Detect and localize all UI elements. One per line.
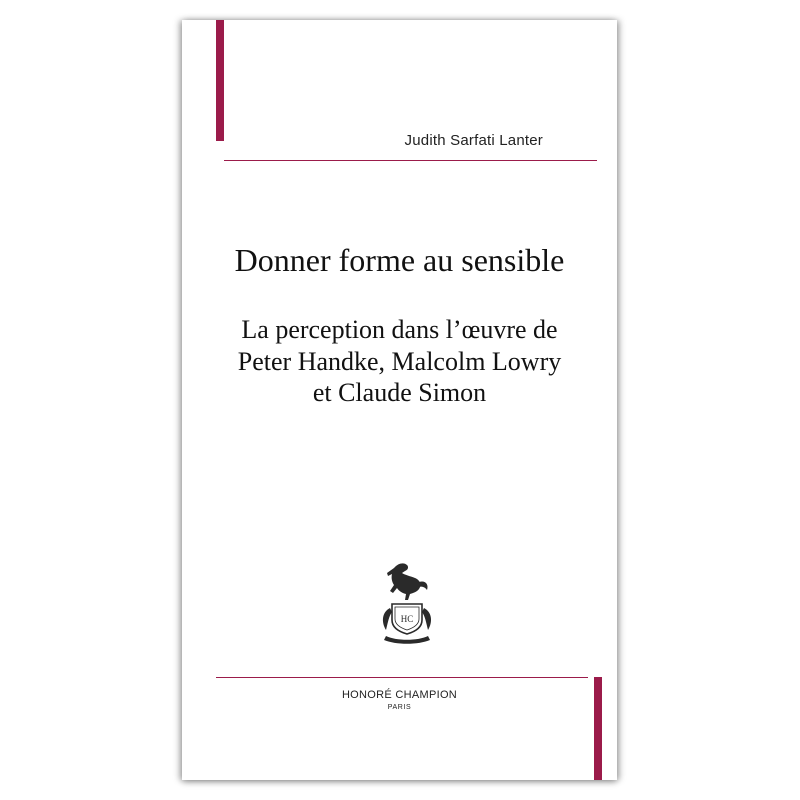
accent-bar-top — [216, 20, 224, 141]
author-name: Judith Sarfati Lanter — [404, 132, 543, 149]
book-title: Donner forme au sensible — [234, 242, 565, 278]
publisher-city: PARIS — [387, 704, 412, 711]
subtitle-line: La perception dans l’œuvre de — [241, 315, 558, 344]
subtitle-line: Peter Handke, Malcolm Lowry — [237, 346, 562, 376]
publisher-name: HONORÉ CHAMPION — [341, 689, 458, 701]
book-cover — [182, 20, 617, 780]
accent-line-top — [224, 160, 597, 161]
book-subtitle — [182, 314, 617, 409]
horse-crest-emblem-icon — [372, 560, 442, 646]
emblem-monogram: HC — [400, 614, 414, 624]
accent-line-bottom — [216, 677, 588, 678]
subtitle-line: et Claude Simon — [312, 378, 487, 408]
